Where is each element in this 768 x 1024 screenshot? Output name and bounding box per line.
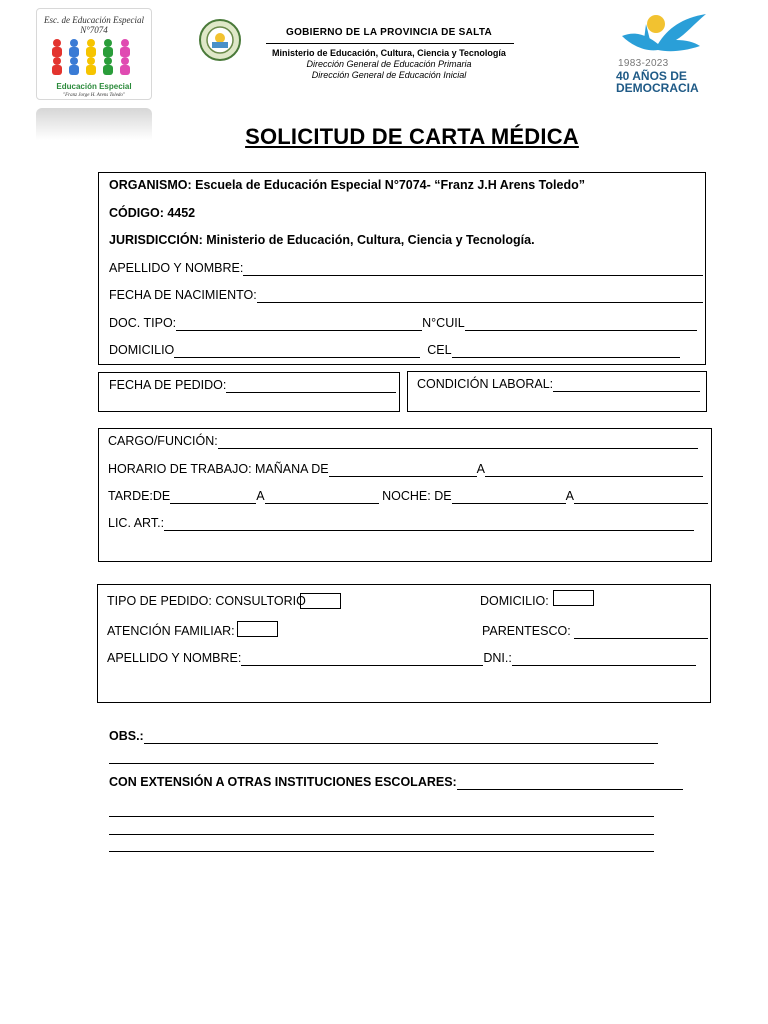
doc-tipo-field[interactable] bbox=[176, 318, 422, 331]
cargo-field[interactable] bbox=[218, 436, 698, 449]
doc-tipo-label: DOC. TIPO: bbox=[109, 316, 177, 330]
tipo-pedido-row bbox=[107, 594, 306, 609]
noche-label: NOCHE: DE bbox=[382, 489, 452, 503]
tarde-a-label: A bbox=[256, 489, 265, 503]
apellido-row bbox=[109, 261, 703, 276]
obs-line-2[interactable] bbox=[109, 763, 654, 764]
atencion-row bbox=[107, 624, 235, 639]
condicion-label: CONDICIÓN LABORAL: bbox=[417, 377, 554, 391]
lic-label: LIC. ART.: bbox=[108, 516, 165, 530]
gov-title: GOBIERNO DE LA PROVINCIA DE SALTA bbox=[285, 27, 493, 38]
familiar-apellido-row bbox=[107, 651, 696, 666]
direction-inicial: Dirección General de Educación Inicial bbox=[311, 70, 467, 80]
extension-line-3[interactable] bbox=[109, 834, 654, 835]
democracy-line2: DEMOCRACIA bbox=[616, 81, 699, 95]
fecha-pedido-label: FECHA DE PEDIDO: bbox=[109, 378, 227, 392]
apellido-label: APELLIDO Y NOMBRE: bbox=[109, 261, 244, 275]
consultorio-checkbox[interactable] bbox=[300, 593, 341, 609]
provincial-seal-icon bbox=[198, 18, 242, 62]
noche-hasta-field[interactable] bbox=[574, 491, 708, 504]
horario-a-label: A bbox=[476, 462, 485, 476]
tarde-desde-field[interactable] bbox=[170, 491, 256, 504]
organismo-label: ORGANISMO: bbox=[109, 178, 192, 192]
nacimiento-row bbox=[109, 288, 703, 303]
cel-label: CEL bbox=[427, 343, 452, 357]
manana-hasta-field[interactable] bbox=[485, 464, 703, 477]
request-type-section bbox=[97, 584, 711, 703]
jurisdiccion-label: JURISDICCIÓN: bbox=[109, 233, 203, 247]
school-logo bbox=[36, 8, 152, 100]
democracy-years: 1983-2023 bbox=[618, 58, 669, 69]
gov-divider bbox=[266, 43, 514, 44]
tipo-pedido-label: TIPO DE PEDIDO: CONSULTORIO bbox=[107, 594, 306, 608]
personal-data-section bbox=[98, 172, 706, 365]
apellido-field[interactable] bbox=[243, 263, 703, 276]
atencion-familiar-checkbox[interactable] bbox=[237, 621, 278, 637]
dni-field[interactable] bbox=[512, 653, 696, 666]
school-logo-caption: Educación Especial bbox=[56, 82, 132, 91]
obs-row bbox=[109, 729, 658, 744]
fecha-pedido-box bbox=[98, 372, 400, 412]
domicilio-check-label: DOMICILIO: bbox=[480, 594, 549, 608]
obs-field[interactable] bbox=[144, 731, 658, 744]
extension-row bbox=[109, 775, 683, 790]
organismo-row bbox=[109, 178, 585, 193]
domicilio-row bbox=[109, 343, 680, 358]
dni-label: DNI.: bbox=[483, 651, 512, 665]
extension-line-4[interactable] bbox=[109, 851, 654, 852]
parentesco-label: PARENTESCO: bbox=[482, 624, 571, 638]
organismo-value: Escuela de Educación Especial N°7074- “Franz J.H Arens Toledo” bbox=[195, 178, 585, 192]
extension-label: CON EXTENSIÓN A OTRAS INSTITUCIONES ESCOLARES: bbox=[109, 775, 457, 789]
cargo-row bbox=[108, 434, 698, 449]
direction-primaria: Dirección General de Educación Primaria bbox=[306, 59, 472, 69]
ministry-name: Ministerio de Educación, Cultura, Ciencia y Tecnología bbox=[272, 48, 506, 58]
tarde-hasta-field[interactable] bbox=[265, 491, 379, 504]
extension-line-2[interactable] bbox=[109, 816, 654, 817]
familiar-apellido-label: APELLIDO Y NOMBRE: bbox=[107, 651, 242, 665]
atencion-label: ATENCIÓN FAMILIAR: bbox=[107, 624, 235, 638]
fecha-pedido-row bbox=[109, 378, 396, 393]
domicilio-field[interactable] bbox=[174, 345, 420, 358]
jurisdiccion-row bbox=[109, 233, 535, 248]
tarde-noche-row bbox=[108, 489, 708, 504]
page-title: SOLICITUD DE CARTA MÉDICA bbox=[245, 124, 579, 149]
children-figures-icon bbox=[51, 37, 137, 79]
tarde-label: TARDE:DE bbox=[108, 489, 171, 503]
familiar-apellido-field[interactable] bbox=[241, 653, 483, 666]
parentesco-row bbox=[482, 624, 708, 639]
domicilio-checkbox[interactable] bbox=[553, 590, 594, 606]
fecha-pedido-field[interactable] bbox=[226, 380, 396, 393]
school-logo-motto: "Franz Jorge H. Arens Toledo" bbox=[62, 93, 126, 98]
horario-row bbox=[108, 462, 703, 477]
extension-field[interactable] bbox=[457, 777, 683, 790]
condicion-laboral-box bbox=[407, 371, 707, 412]
jurisdiccion-value: Ministerio de Educación, Cultura, Ciencia y Tecnología. bbox=[206, 233, 535, 247]
doc-row bbox=[109, 316, 697, 331]
democracy-logo bbox=[610, 10, 720, 94]
dove-hands-icon bbox=[616, 10, 712, 58]
work-section bbox=[98, 428, 712, 562]
lic-field[interactable] bbox=[164, 518, 694, 531]
condicion-row bbox=[417, 377, 700, 392]
noche-a-label: A bbox=[565, 489, 574, 503]
horario-label: HORARIO DE TRABAJO: MAÑANA DE bbox=[108, 462, 329, 476]
nacimiento-label: FECHA DE NACIMIENTO: bbox=[109, 288, 257, 302]
parentesco-field[interactable] bbox=[574, 626, 708, 639]
cargo-label: CARGO/FUNCIÓN: bbox=[108, 434, 218, 448]
obs-label: OBS.: bbox=[109, 729, 144, 743]
manana-desde-field[interactable] bbox=[329, 464, 477, 477]
democracy-line1: 40 AÑOS DE bbox=[616, 69, 687, 83]
domicilio-label: DOMICILIO bbox=[109, 343, 175, 357]
lic-row bbox=[108, 516, 694, 531]
domicilio-check-row bbox=[480, 594, 549, 609]
noche-desde-field[interactable] bbox=[452, 491, 566, 504]
cuil-field[interactable] bbox=[465, 318, 697, 331]
school-logo-text: Esc. de Educación Especial N°7074 bbox=[44, 15, 144, 35]
nacimiento-field[interactable] bbox=[257, 290, 703, 303]
condicion-field[interactable] bbox=[553, 379, 700, 392]
cel-field[interactable] bbox=[452, 345, 680, 358]
cuil-label: N°CUIL bbox=[422, 316, 465, 330]
codigo-row: CÓDIGO: 4452 bbox=[109, 206, 196, 220]
